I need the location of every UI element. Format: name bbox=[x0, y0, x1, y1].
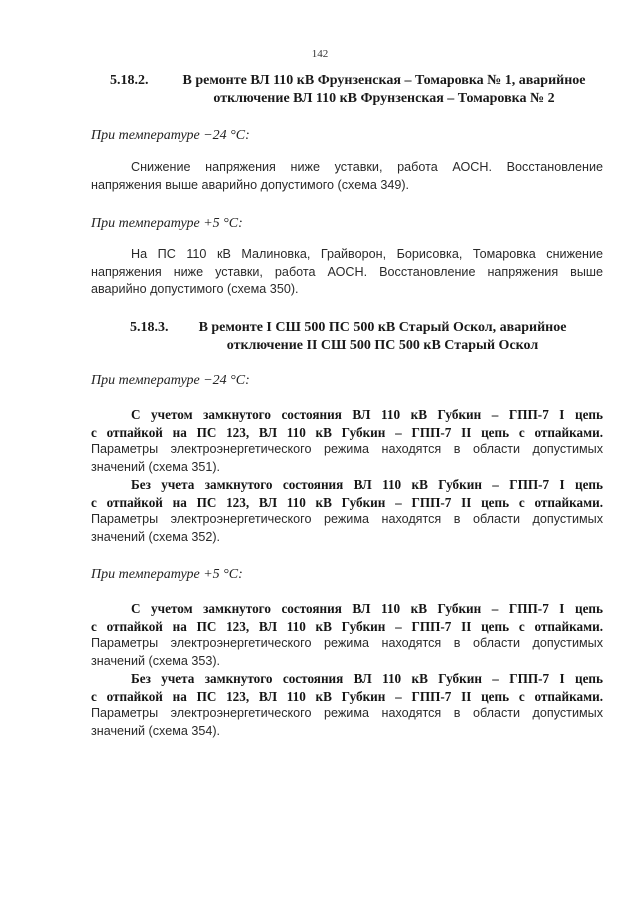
text-line: напряжения выше аварийно допустимого (схема 349). bbox=[91, 177, 410, 192]
section-number: 5.18.2. bbox=[110, 73, 149, 88]
text-line: Параметры электроэнергетического режима находятся в области допустимых bbox=[91, 706, 603, 721]
paragraph bbox=[91, 246, 603, 299]
section-title-line: В ремонте I СШ 500 ПС 500 кВ Старый Оскол, аварийное bbox=[198, 320, 567, 335]
paragraph bbox=[91, 476, 603, 546]
text-line-bold: Без учета замкнутого состояния ВЛ 110 кВ Губкин – ГПП-7 I цепь bbox=[131, 671, 603, 686]
temperature-label: При температуре −24 °С: bbox=[91, 373, 250, 388]
text-line: Снижение напряжения ниже уставки, работа АОСН. Восстановление bbox=[131, 160, 603, 174]
section-title-line: отключение II СШ 500 ПС 500 кВ Старый Оскол bbox=[226, 338, 539, 353]
text-line-bold: с отпайкой на ПС 123, ВЛ 110 кВ Губкин – ГПП-7 II цепь с отпайками. bbox=[91, 618, 603, 634]
section-title bbox=[130, 319, 585, 355]
text-line: значений (схема 353). bbox=[91, 653, 221, 668]
paragraph bbox=[91, 159, 603, 194]
text-line: аварийно допустимого (схема 350). bbox=[91, 282, 299, 297]
text-line-bold: с отпайкой на ПС 123, ВЛ 110 кВ Губкин – ГПП-7 II цепь с отпайками. bbox=[91, 688, 603, 704]
text-line-bold: С учетом замкнутого состояния ВЛ 110 кВ Губкин – ГПП-7 I цепь bbox=[131, 407, 603, 422]
text-line: значений (схема 351). bbox=[91, 459, 221, 474]
temperature-label: При температуре +5 °С: bbox=[91, 567, 243, 582]
text-line: Параметры электроэнергетического режима находятся в области допустимых bbox=[91, 442, 603, 457]
section-heading-5-18-3 bbox=[130, 319, 585, 355]
paragraph bbox=[91, 406, 603, 476]
text-line: На ПС 110 кВ Малиновка, Грайворон, Борисовка, Томаровка снижение bbox=[131, 247, 603, 261]
section-title-line: В ремонте ВЛ 110 кВ Фрунзенская – Томаровка № 1, аварийное bbox=[182, 73, 586, 88]
text-line-bold: с отпайкой на ПС 123, ВЛ 110 кВ Губкин – ГПП-7 II цепь с отпайками. bbox=[91, 494, 603, 510]
text-line: значений (схема 354). bbox=[91, 723, 221, 738]
text-line: напряжения ниже уставки, работа АОСН. Восстановление напряжения выше bbox=[91, 264, 603, 279]
text-line: значений (схема 352). bbox=[91, 529, 221, 544]
text-line-bold: Без учета замкнутого состояния ВЛ 110 кВ Губкин – ГПП-7 I цепь bbox=[131, 477, 603, 492]
text-line: Параметры электроэнергетического режима находятся в области допустимых bbox=[91, 636, 603, 651]
text-line: Параметры электроэнергетического режима находятся в области допустимых bbox=[91, 512, 603, 527]
section-heading-5-18-2 bbox=[110, 72, 602, 108]
page-number: 142 bbox=[311, 48, 329, 60]
temperature-label: При температуре +5 °С: bbox=[91, 216, 243, 231]
temperature-label: При температуре −24 °С: bbox=[91, 128, 250, 143]
text-line-bold: с отпайкой на ПС 123, ВЛ 110 кВ Губкин – ГПП-7 II цепь с отпайками. bbox=[91, 424, 603, 440]
paragraph bbox=[91, 670, 603, 740]
section-title-line: отключение ВЛ 110 кВ Фрунзенская – Томаровка № 2 bbox=[213, 91, 555, 106]
text-line-bold: С учетом замкнутого состояния ВЛ 110 кВ Губкин – ГПП-7 I цепь bbox=[131, 601, 603, 616]
paragraph bbox=[91, 600, 603, 670]
section-number: 5.18.3. bbox=[130, 320, 169, 335]
section-title bbox=[110, 72, 602, 108]
